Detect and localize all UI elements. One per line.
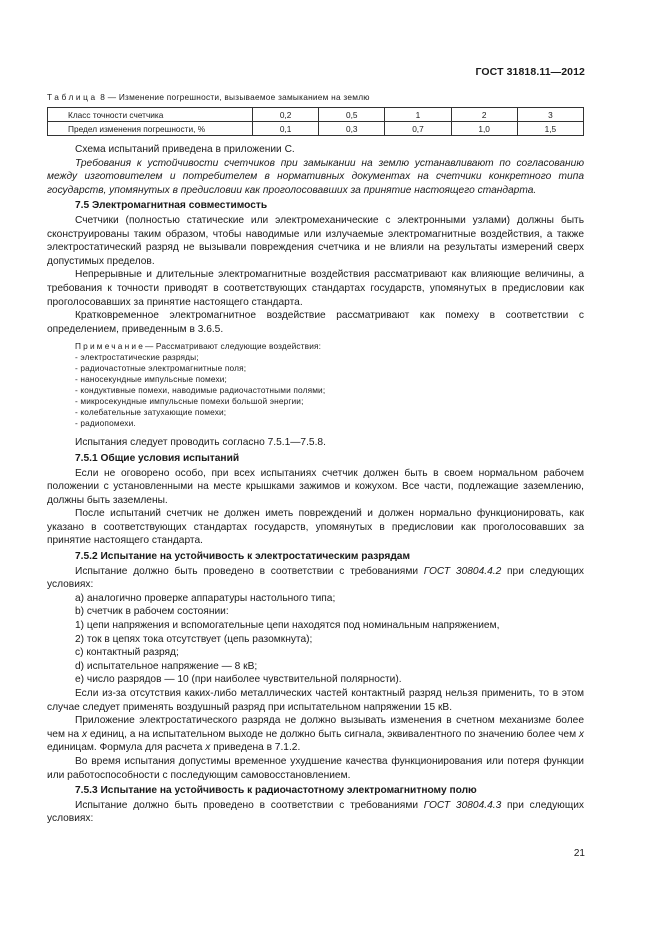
list-item: d) испытательное напряжение — 8 кВ; — [75, 660, 258, 672]
note-item: - кондуктивные помехи, наводимые радиочастотными полями; — [75, 385, 326, 396]
note-item: - микросекундные импульсные помехи большой энергии; — [75, 396, 304, 407]
text-run: при следующих условиях: — [47, 565, 584, 591]
table-row — [48, 108, 584, 122]
text-run: единицам. Формула для расчета — [47, 742, 206, 754]
variable-x: x — [578, 728, 584, 740]
paragraph: Во время испытания допустимы временное ухудшение качества функционирования или потеря функции или работоспособности с последующим самовосстановлением. — [47, 755, 584, 781]
text-run: Испытание должно быть проведено в соответствии с требованиями — [75, 799, 424, 811]
page-content — [47, 92, 584, 826]
note-title: Примечание — [75, 341, 146, 352]
note-item: - радиопомехи. — [75, 418, 136, 429]
paragraph: Если не оговорено особо, при всех испытаниях счетчик должен быть в своем нормальном рабочем положении с установленными на месте крышками зажимов и кожухом. Все части, подлежащие заземлению, должны быть заземлены. — [47, 467, 584, 506]
table-cell: 0,1 — [253, 122, 319, 136]
table-caption-text: 8 — Изменение погрешности, вызываемое замыканием на землю — [100, 92, 370, 102]
paragraph: Кратковременное электромагнитное воздействие рассматривают как помеху в соответствии с определением, приведенным в 3.6.5. — [47, 310, 584, 335]
section-heading-7-5-2: 7.5.2 Испытание на устойчивость к электростатическим разрядам — [75, 551, 411, 563]
paragraph: Схема испытаний приведена в приложении С. — [75, 144, 295, 155]
section-heading-7-5-1: 7.5.1 Общие условия испытаний — [75, 452, 240, 464]
list-item: с) контактный разряд; — [75, 647, 179, 659]
table-cell: 2 — [451, 108, 517, 122]
note-heading — [75, 341, 584, 352]
note-item: - радиочастотные электромагнитные поля; — [75, 363, 247, 374]
note-intro: — Рассматривают следующие воздействия: — [145, 341, 322, 352]
list-item: b) счетчик в рабочем состоянии: — [75, 606, 229, 618]
table-row-label: Предел изменения погрешности, % — [48, 122, 253, 136]
table-cell: 1,0 — [451, 122, 517, 136]
table-cell: 0,3 — [319, 122, 385, 136]
table-caption — [47, 92, 584, 103]
paragraph: После испытаний счетчик не должен иметь повреждений и должен нормально функционировать, как указано в соответствующих стандартах государств, упомянутых в предисловии как проголосовавших за принятие настоящего стандарта. — [47, 508, 584, 547]
table-cell: 1 — [385, 108, 451, 122]
table-cell: 0,7 — [385, 122, 451, 136]
table-cell: 0,5 — [319, 108, 385, 122]
note-item: - наносекундные импульсные помехи; — [75, 374, 227, 385]
paragraph: Если из-за отсутствия каких-либо металлических частей контактный разряд нельзя применить, то в этом случае следует применять воздушный разряд при испытательном напряжении 15 кВ. — [47, 688, 584, 713]
table-row — [48, 122, 584, 136]
table-row-label: Класс точности счетчика — [48, 108, 253, 122]
variable-x: x — [205, 742, 211, 754]
variable-x: x — [81, 728, 88, 740]
paragraph: Непрерывные и длительные электромагнитные воздействия рассматривают как влияющие величины, а требования к точности приводят в соответствующих стандартах государств, упомянутых в предисловии как проголосовавших за принятие настоящего стандарта. — [47, 269, 584, 308]
text-run: при следующих условиях: — [47, 799, 584, 825]
note-item: - колебательные затухающие помехи; — [75, 407, 227, 418]
text-run: Испытание должно быть проведено в соответствии с требованиями — [75, 565, 424, 577]
paragraph — [47, 799, 584, 826]
table-cell: 0,2 — [253, 108, 319, 122]
paragraph: Счетчики (полностью статические или электромеханические с электронными узлами) должны быть сконструированы таким образом, чтобы наводимые или излучаемые электромагнитные воздействия, а также электростатический разряд не вызывали повреждения счетчика и не влияли на результаты измерений сверх допустимых пределов. — [47, 214, 584, 267]
document-id-header: ГОСТ 31818.11—2012 — [475, 66, 585, 78]
text-run: Приложение электростатического разряда не должно вызывать изменения в счетном механизме более чем на — [47, 715, 584, 740]
table-cell: 3 — [517, 108, 583, 122]
accuracy-error-table — [47, 107, 584, 136]
note-block — [75, 341, 584, 429]
page-number: 21 — [573, 848, 585, 859]
list-item: 1) цепи напряжения и вспомогательные цепи находятся под номинальным напряжением, — [75, 620, 500, 632]
list-item: а) аналогично проверке аппаратуры настольного типа; — [75, 592, 336, 604]
table-caption-prefix: Таблица — [47, 92, 98, 102]
standard-reference: ГОСТ 30804.4.3 — [423, 799, 502, 811]
table-cell: 1,5 — [517, 122, 583, 136]
paragraph: Испытания следует проводить согласно 7.5.1—7.5.8. — [75, 437, 326, 449]
list-item: е) число разрядов — 10 (при наиболее чувствительной полярности). — [75, 674, 402, 686]
section-heading-7-5: 7.5 Электромагнитная совместимость — [75, 200, 268, 212]
list-item: 2) ток в цепях тока отсутствует (цепь разомкнута); — [75, 633, 313, 645]
section-heading-7-5-3: 7.5.3 Испытание на устойчивость к радиочастотному электромагнитному полю — [75, 785, 477, 797]
text-run: приведена в 7.1.2. — [210, 742, 301, 754]
text-run: единиц, а на испытательном выходе не должно быть сигнала, эквивалентного по значению более чем — [87, 728, 579, 740]
note-item: - электростатические разряды; — [75, 352, 199, 363]
paragraph — [47, 714, 584, 755]
standard-reference: ГОСТ 30804.4.2 — [423, 565, 502, 577]
paragraph — [47, 565, 584, 592]
paragraph-italic: Требования к устойчивости счетчиков при замыкании на землю устанавливают по согласованию между изготовителем и потребителем в нормативных документах на счетчики конкретного типа государств, упомянутых в предисловии как проголосовавших за принятие настоящего стандарта. — [47, 157, 584, 196]
